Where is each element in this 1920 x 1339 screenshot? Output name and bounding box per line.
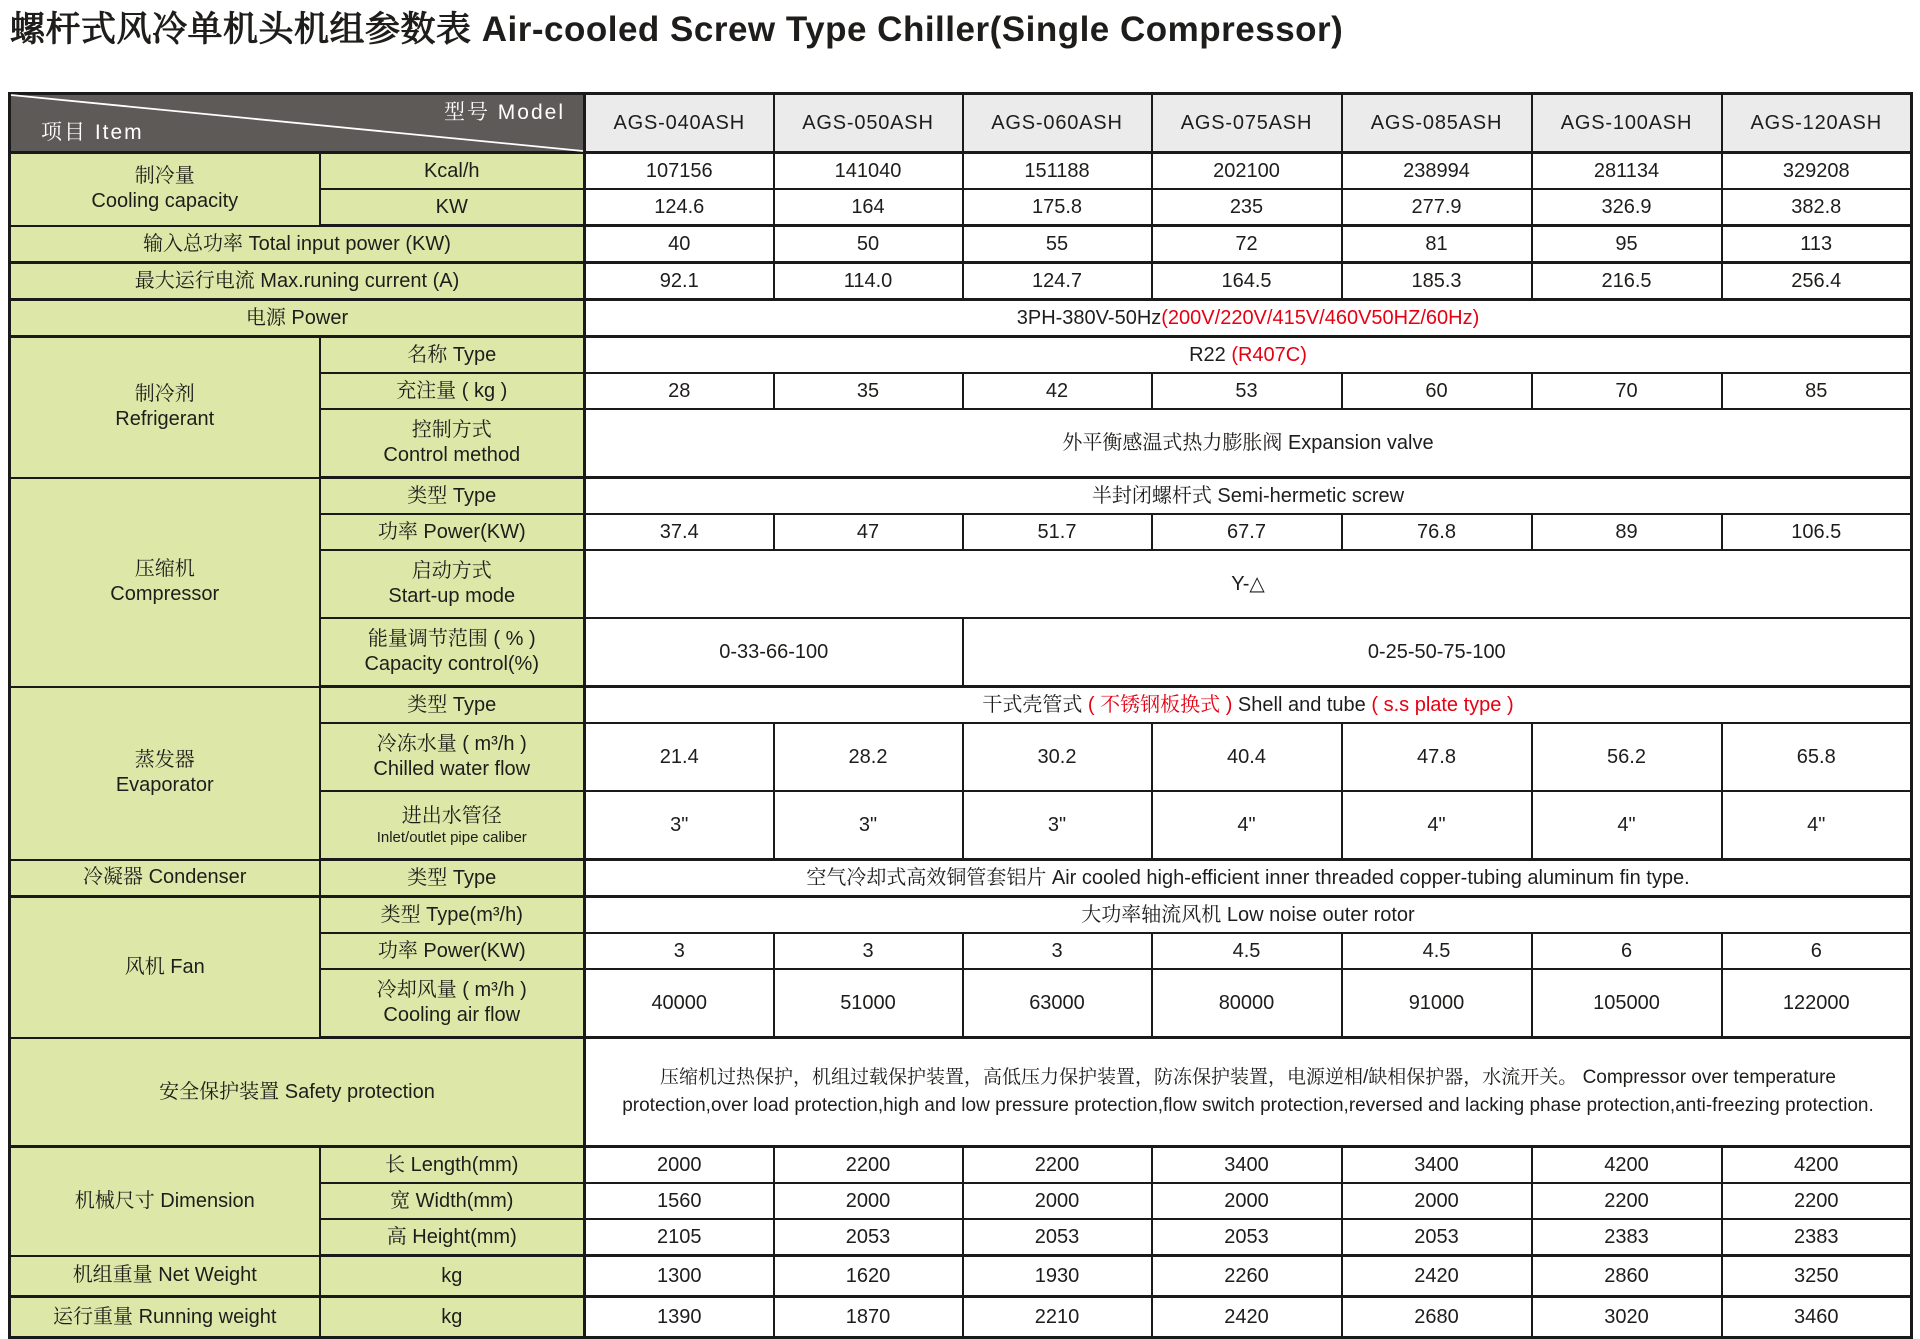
value-cell: 51000 [774,969,963,1038]
value-cell: 113 [1722,226,1912,263]
value-cell: 122000 [1722,969,1912,1038]
value-cell: 382.8 [1722,189,1912,226]
value-cell: 81 [1342,226,1532,263]
safety-text-zh: 压缩机过热保护，机组过载保护装置，高低压力保护装置，防冻保护装置，电源逆相/缺相保护器，水流开关。 [659,1066,1578,1088]
label-en: Cooling air flow [383,1004,521,1026]
sub-label-refrigerant-charge: 充注量 ( kg ) [320,373,585,409]
row-label-input-power: 输入总功率 Total input power (KW) [10,226,585,263]
value-cell: 53 [1152,373,1342,409]
value-cell: 141040 [774,153,963,190]
value-cell: 85 [1722,373,1912,409]
value-cell: 2000 [1152,1183,1342,1219]
value-cell: 47 [774,514,963,550]
value-cell: 2420 [1152,1297,1342,1338]
row-label-dimension: 机械尺寸 Dimension [10,1147,320,1256]
value-cell: 47.8 [1342,723,1532,791]
value-cell: 4" [1722,791,1912,860]
label-en: Capacity control(%) [364,653,539,675]
row-label-safety: 安全保护装置 Safety protection [10,1038,585,1147]
value-cell: 2200 [774,1147,963,1184]
value-cell: 1620 [774,1256,963,1297]
value-cell: 40 [585,226,774,263]
value-cell: 3250 [1722,1256,1912,1297]
value-cell: 1390 [585,1297,774,1338]
value-cell: 106.5 [1722,514,1912,550]
power-supply-value-black: 3PH-380V-50Hz [1016,306,1162,329]
row-label-cooling-capacity [10,153,320,226]
value-cell: 3460 [1722,1297,1912,1338]
value-cell: 4" [1342,791,1532,860]
label-zh: 能量调节范围 ( % ) [367,628,536,650]
value-cell: 164 [774,189,963,226]
value-cell: 2000 [585,1147,774,1184]
model-header-cell: AGS-100ASH [1532,94,1722,153]
model-header-cell: AGS-085ASH [1342,94,1532,153]
label-zh: 控制方式 [411,419,492,441]
header-row [10,94,1912,153]
capacity-control-right-cell: 0-25-50-75-100 [963,618,1912,687]
value-cell: 89 [1532,514,1722,550]
model-header-cell: AGS-060ASH [963,94,1152,153]
value-cell: 72 [1152,226,1342,263]
fan-type-value-cell: 大功率轴流风机 Low noise outer rotor [585,897,1912,934]
value-cell: 6 [1722,933,1912,969]
value-cell: 235 [1152,189,1342,226]
value-cell: 2383 [1532,1219,1722,1256]
value-cell: 124.7 [963,263,1152,300]
label-en: Compressor [110,583,220,605]
sub-label-fan-type: 类型 Type(m³/h) [320,897,585,934]
value-cell: 175.8 [963,189,1152,226]
value-cell: 3" [585,791,774,860]
value-cell: 92.1 [585,263,774,300]
value-cell: 42 [963,373,1152,409]
evaporator-type-value-cell [585,687,1912,724]
value-cell: 63000 [963,969,1152,1038]
value-cell: 3 [585,933,774,969]
value-cell: 30.2 [963,723,1152,791]
value-cell: 35 [774,373,963,409]
value-cell: 2260 [1152,1256,1342,1297]
value-cell: 2860 [1532,1256,1722,1297]
evap-type-p3: Shell and tube [1232,693,1372,716]
row-label-fan: 风机 Fan [10,897,320,1038]
value-cell: 151188 [963,153,1152,190]
value-cell: 2053 [1342,1219,1532,1256]
unit-label-net-weight: kg [320,1256,585,1297]
model-header-cell: AGS-050ASH [774,94,963,153]
value-cell: 2000 [1342,1183,1532,1219]
unit-label-kcal: Kcal/h [320,153,585,190]
model-corner-label: 型号 Model [443,101,565,124]
value-cell: 67.7 [1152,514,1342,550]
value-cell: 4" [1152,791,1342,860]
value-cell: 95 [1532,226,1722,263]
value-cell: 3 [963,933,1152,969]
compressor-type-value-cell: 半封闭螺杆式 Semi-hermetic screw [585,478,1912,515]
capacity-control-left-cell: 0-33-66-100 [585,618,963,687]
value-cell: 202100 [1152,153,1342,190]
label-zh: 制冷量 [134,165,195,188]
value-cell: 4200 [1722,1147,1912,1184]
value-cell: 4" [1532,791,1722,860]
label-en: Inlet/outlet pipe caliber [376,828,527,846]
value-cell: 55 [963,226,1152,263]
sub-label-chilled-flow [320,723,585,791]
sub-label-compressor-type: 类型 Type [320,478,585,515]
label-zh: 进出水管径 [401,804,502,827]
value-cell: 107156 [585,153,774,190]
label-en: Control method [383,444,521,466]
label-zh: 冷却风量 ( m³/h ) [376,979,527,1001]
value-cell: 256.4 [1722,263,1912,300]
value-cell: 40000 [585,969,774,1038]
sub-label-fan-power: 功率 Power(KW) [320,933,585,969]
value-cell: 238994 [1342,153,1532,190]
value-cell: 60 [1342,373,1532,409]
row-label-max-current: 最大运行电流 Max.runing current (A) [10,263,585,300]
value-cell: 2383 [1722,1219,1912,1256]
row-label-running-weight: 运行重量 Running weight [10,1297,320,1338]
value-cell: 91000 [1342,969,1532,1038]
value-cell: 76.8 [1342,514,1532,550]
value-cell: 105000 [1532,969,1722,1038]
value-cell: 65.8 [1722,723,1912,791]
value-cell: 2053 [1152,1219,1342,1256]
power-supply-value-red: (200V/220V/415V/460V50HZ/60Hz) [1161,306,1480,329]
value-cell: 2200 [1532,1183,1722,1219]
sub-label-compressor-power: 功率 Power(KW) [320,514,585,550]
unit-label-running-weight: kg [320,1297,585,1338]
value-cell: 2210 [963,1297,1152,1338]
label-en: Evaporator [115,774,214,796]
row-label-evaporator [10,687,320,860]
value-cell: 4.5 [1342,933,1532,969]
value-cell: 6 [1532,933,1722,969]
sub-label-control-method [320,409,585,478]
label-zh: 制冷剂 [134,383,195,406]
sub-label-air-flow [320,969,585,1038]
label-en: Chilled water flow [373,758,531,780]
label-zh: 启动方式 [411,560,492,582]
value-cell: 2105 [585,1219,774,1256]
value-cell: 50 [774,226,963,263]
row-label-condenser: 冷凝器 Condenser [10,860,320,897]
value-cell: 329208 [1722,153,1912,190]
safety-text-cell [585,1038,1912,1147]
power-supply-value-cell [585,300,1912,337]
label-zh: 蒸发器 [134,749,195,771]
value-cell: 3" [774,791,963,860]
unit-label-kw: KW [320,189,585,226]
value-cell: 281134 [1532,153,1722,190]
refrigerant-name-value-cell [585,337,1912,374]
label-en: Start-up mode [388,585,516,607]
item-model-header-cell [10,94,585,153]
sub-label-refrigerant-name: 名称 Type [320,337,585,374]
value-cell: 2200 [1722,1183,1912,1219]
page-title: 螺杆式风冷单机头机组参数表 Air-cooled Screw Type Chiller(Single Compressor) [10,10,1344,49]
sub-label-startup-mode [320,550,585,618]
label-zh: 压缩机 [134,558,195,580]
value-cell: 3020 [1532,1297,1722,1338]
value-cell: 70 [1532,373,1722,409]
value-cell: 4200 [1532,1147,1722,1184]
value-cell: 185.3 [1342,263,1532,300]
value-cell: 164.5 [1152,263,1342,300]
value-cell: 2000 [774,1183,963,1219]
value-cell: 1300 [585,1256,774,1297]
value-cell: 2200 [963,1147,1152,1184]
sub-label-capacity-control [320,618,585,687]
label-zh: 冷冻水量 ( m³/h ) [376,733,527,755]
refrigerant-name-red: (R407C) [1231,343,1307,366]
value-cell: 4.5 [1152,933,1342,969]
value-cell: 124.6 [585,189,774,226]
condenser-type-value-cell: 空气冷却式高效铜管套铝片 Air cooled high-efficient inner threaded copper-tubing aluminum fin type. [585,860,1912,897]
value-cell: 28 [585,373,774,409]
evap-type-p1: 干式壳管式 [982,693,1088,716]
value-cell: 2420 [1342,1256,1532,1297]
value-cell: 326.9 [1532,189,1722,226]
model-header-cell: AGS-120ASH [1722,94,1912,153]
value-cell: 1870 [774,1297,963,1338]
value-cell: 21.4 [585,723,774,791]
value-cell: 2000 [963,1183,1152,1219]
sub-label-width: 宽 Width(mm) [320,1183,585,1219]
value-cell: 51.7 [963,514,1152,550]
sub-label-evaporator-type: 类型 Type [320,687,585,724]
row-label-net-weight: 机组重量 Net Weight [10,1256,320,1297]
value-cell: 3" [963,791,1152,860]
value-cell: 277.9 [1342,189,1532,226]
model-header-cell: AGS-075ASH [1152,94,1342,153]
value-cell: 40.4 [1152,723,1342,791]
spec-table [8,92,1913,1339]
value-cell: 114.0 [774,263,963,300]
value-cell: 80000 [1152,969,1342,1038]
safety-text-en: Compressor over temperature protection,over load protection,high and low pressure protection,flow switch protection,reversed and lacking phase protection,anti-freezing protection. [622,1066,1874,1116]
value-cell: 28.2 [774,723,963,791]
value-cell: 2053 [963,1219,1152,1256]
row-label-power-supply: 电源 Power [10,300,585,337]
value-cell: 3 [774,933,963,969]
sub-label-pipe-caliber [320,791,585,860]
value-cell: 37.4 [585,514,774,550]
value-cell: 56.2 [1532,723,1722,791]
value-cell: 3400 [1342,1147,1532,1184]
evap-type-p4: ( s.s plate type ) [1371,693,1514,716]
value-cell: 2680 [1342,1297,1532,1338]
sub-label-height: 高 Height(mm) [320,1219,585,1256]
item-corner-label: 项目 Item [41,120,144,144]
control-method-value-cell: 外平衡感温式热力膨胀阀 Expansion valve [585,409,1912,478]
value-cell: 2053 [774,1219,963,1256]
value-cell: 216.5 [1532,263,1722,300]
model-header-cell: AGS-040ASH [585,94,774,153]
refrigerant-name-black: R22 [1189,343,1232,366]
startup-mode-value-cell: Y-△ [585,550,1912,618]
label-en: Refrigerant [115,408,215,431]
evap-type-p2: ( 不锈钢板换式 ) [1087,693,1233,716]
sub-label-condenser-type: 类型 Type [320,860,585,897]
row-label-refrigerant [10,337,320,478]
value-cell: 3400 [1152,1147,1342,1184]
value-cell: 1930 [963,1256,1152,1297]
row-label-compressor [10,478,320,687]
sub-label-length: 长 Length(mm) [320,1147,585,1184]
label-en: Cooling capacity [91,190,239,213]
value-cell: 1560 [585,1183,774,1219]
